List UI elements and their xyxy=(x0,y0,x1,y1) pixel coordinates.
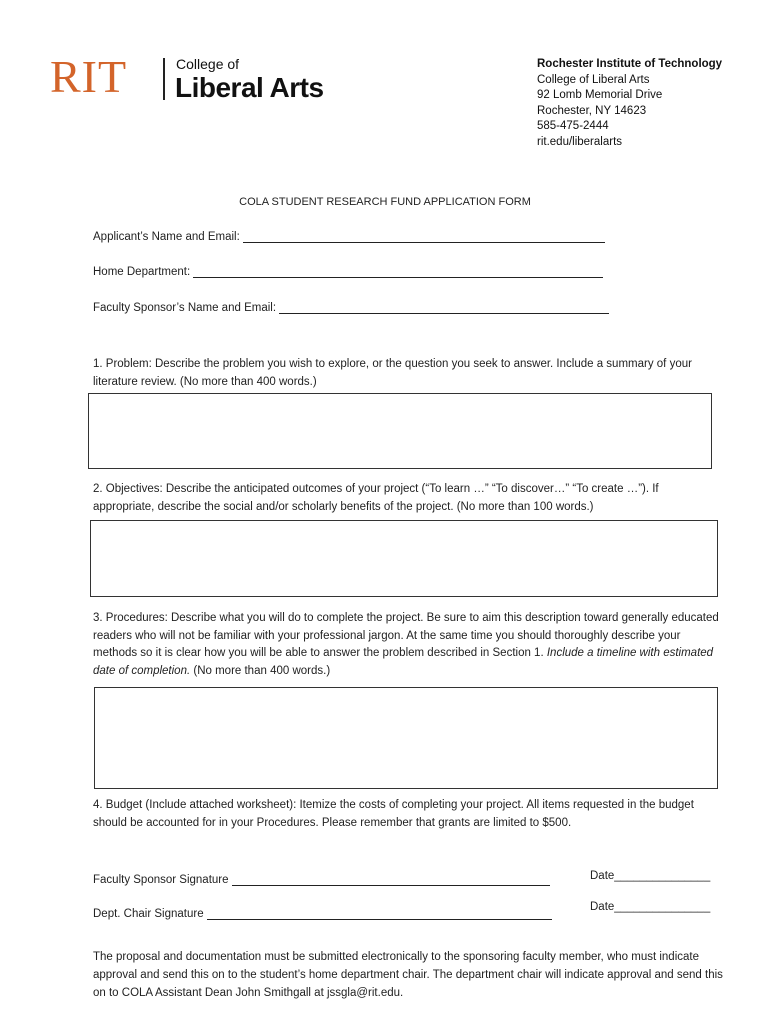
applicant-name-field[interactable] xyxy=(93,230,605,243)
procedures-body: 3. Procedures: Describe what you will do to complete the project. Be sure to aim this description toward generally educated readers who will not be familiar with your professional jargon. At the same time you should thoroughly describe your methods so it is clear how you will be able to answer the problem described in Section 1. xyxy=(93,612,719,659)
faculty-signature-line[interactable] xyxy=(232,873,550,886)
home-department-field[interactable] xyxy=(93,265,603,278)
chair-signature-label: Dept. Chair Signature xyxy=(93,908,204,920)
address-line: 92 Lomb Memorial Drive xyxy=(537,89,663,101)
procedures-limit: (No more than 400 words.) xyxy=(190,664,331,677)
address-line: College of Liberal Arts xyxy=(537,73,650,86)
home-department-label: Home Department: xyxy=(93,266,191,278)
procedures-textbox[interactable] xyxy=(94,687,718,789)
section-procedures-text xyxy=(93,610,723,680)
address-website[interactable]: rit.edu/liberalarts xyxy=(537,135,623,148)
submission-instructions: The proposal and documentation must be submitted electronically to the sponsoring faculty member, who must indicate approval and send this on to the student’s home department chair. The department chair will indicate approval and send this on to COLA Assistant Dean John Smithgall at jssgla@rit.edu. xyxy=(93,951,723,999)
home-department-line[interactable] xyxy=(193,265,603,278)
logo-college-text: College of xyxy=(176,56,240,72)
procedures-italic: Include a timeline with estimated date of completion. xyxy=(93,647,714,677)
section-budget-text: 4. Budget (Include attached worksheet): Itemize the costs of completing your project. All items requested in the budget should be accounted for in your Procedures. Please remember that grants are limited to $500. xyxy=(93,799,694,829)
problem-textbox[interactable] xyxy=(88,393,712,469)
faculty-sponsor-line[interactable] xyxy=(279,301,609,314)
applicant-name-label: Applicant’s Name and Email: xyxy=(93,231,240,243)
form-title: COLA STUDENT RESEARCH FUND APPLICATION FORM xyxy=(239,196,531,208)
faculty-sponsor-label: Faculty Sponsor’s Name and Email: xyxy=(93,302,277,314)
dept-chair-signature[interactable] xyxy=(93,907,552,920)
faculty-date-field[interactable]: Date_______________ xyxy=(590,870,711,882)
faculty-sponsor-signature[interactable] xyxy=(93,873,550,886)
section-objectives-text: 2. Objectives: Describe the anticipated outcomes of your project (“To learn …” “To discover…” “To create …”). If appropriate, describe the social and/or scholarly benefits of the project. (No more than 100 words.) xyxy=(93,483,659,513)
logo-divider xyxy=(163,58,165,100)
address-org: Rochester Institute of Technology xyxy=(537,58,723,70)
chair-date-field[interactable]: Date_______________ xyxy=(590,901,711,913)
section-problem-text: 1. Problem: Describe the problem you wish to explore, or the question you seek to answer. Include a summary of your literature review. (No more than 400 words.) xyxy=(93,358,692,388)
faculty-sponsor-field[interactable] xyxy=(93,301,609,314)
rit-logo: RIT xyxy=(50,51,128,102)
address-phone: 585-475-2444 xyxy=(537,120,609,132)
chair-signature-line[interactable] xyxy=(207,907,552,920)
logo-dept-text: Liberal Arts xyxy=(175,72,324,103)
applicant-name-line[interactable] xyxy=(243,230,605,243)
faculty-signature-label: Faculty Sponsor Signature xyxy=(93,874,229,886)
objectives-textbox[interactable] xyxy=(90,520,718,597)
address-block xyxy=(537,57,722,150)
address-line: Rochester, NY 14623 xyxy=(537,104,647,117)
